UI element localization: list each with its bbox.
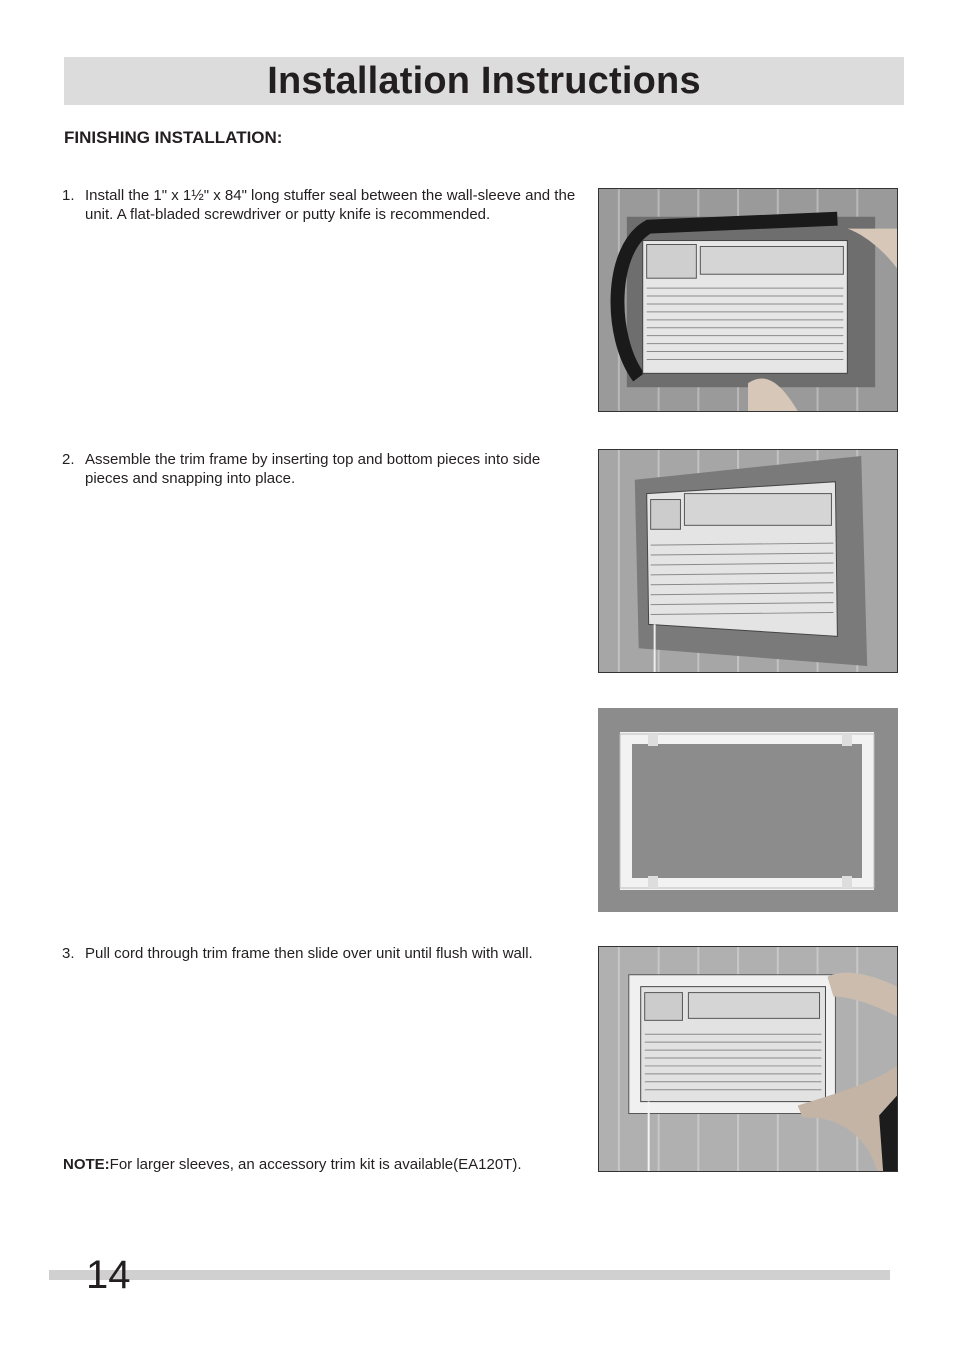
section-heading: FINISHING INSTALLATION: xyxy=(64,128,283,147)
footer-bar xyxy=(49,1270,890,1280)
photo-trim-frame-installed xyxy=(598,449,898,673)
note xyxy=(63,1156,521,1173)
step-1 xyxy=(62,186,582,224)
step-2-text: Assemble the trim frame by inserting top and bottom pieces into side pieces and snapping into place. xyxy=(85,451,541,487)
step-2-number: 2. xyxy=(62,451,75,468)
page-number: 14 xyxy=(86,1253,131,1297)
page-title: Installation Instructions xyxy=(267,59,701,102)
step-1-number: 1. xyxy=(62,187,75,204)
title-bar xyxy=(64,57,904,105)
step-2 xyxy=(62,450,582,488)
note-label: NOTE: xyxy=(63,1156,110,1173)
step-3 xyxy=(62,944,582,963)
step-3-text: Pull cord through trim frame then slide over unit until flush with wall. xyxy=(85,945,533,962)
photo-slide-trim-over-unit xyxy=(598,946,898,1172)
step-1-text: Install the 1" x 1½" x 84" long stuffer seal between the wall-sleeve and the unit. A flat-bladed screwdriver or putty knife is recommended. xyxy=(85,187,576,223)
photo-stuffer-seal xyxy=(598,188,898,412)
step-3-number: 3. xyxy=(62,945,75,962)
note-text: For larger sleeves, an accessory trim kit is available(EA120T). xyxy=(109,1156,522,1173)
photo-trim-frame-assembly xyxy=(598,708,898,912)
